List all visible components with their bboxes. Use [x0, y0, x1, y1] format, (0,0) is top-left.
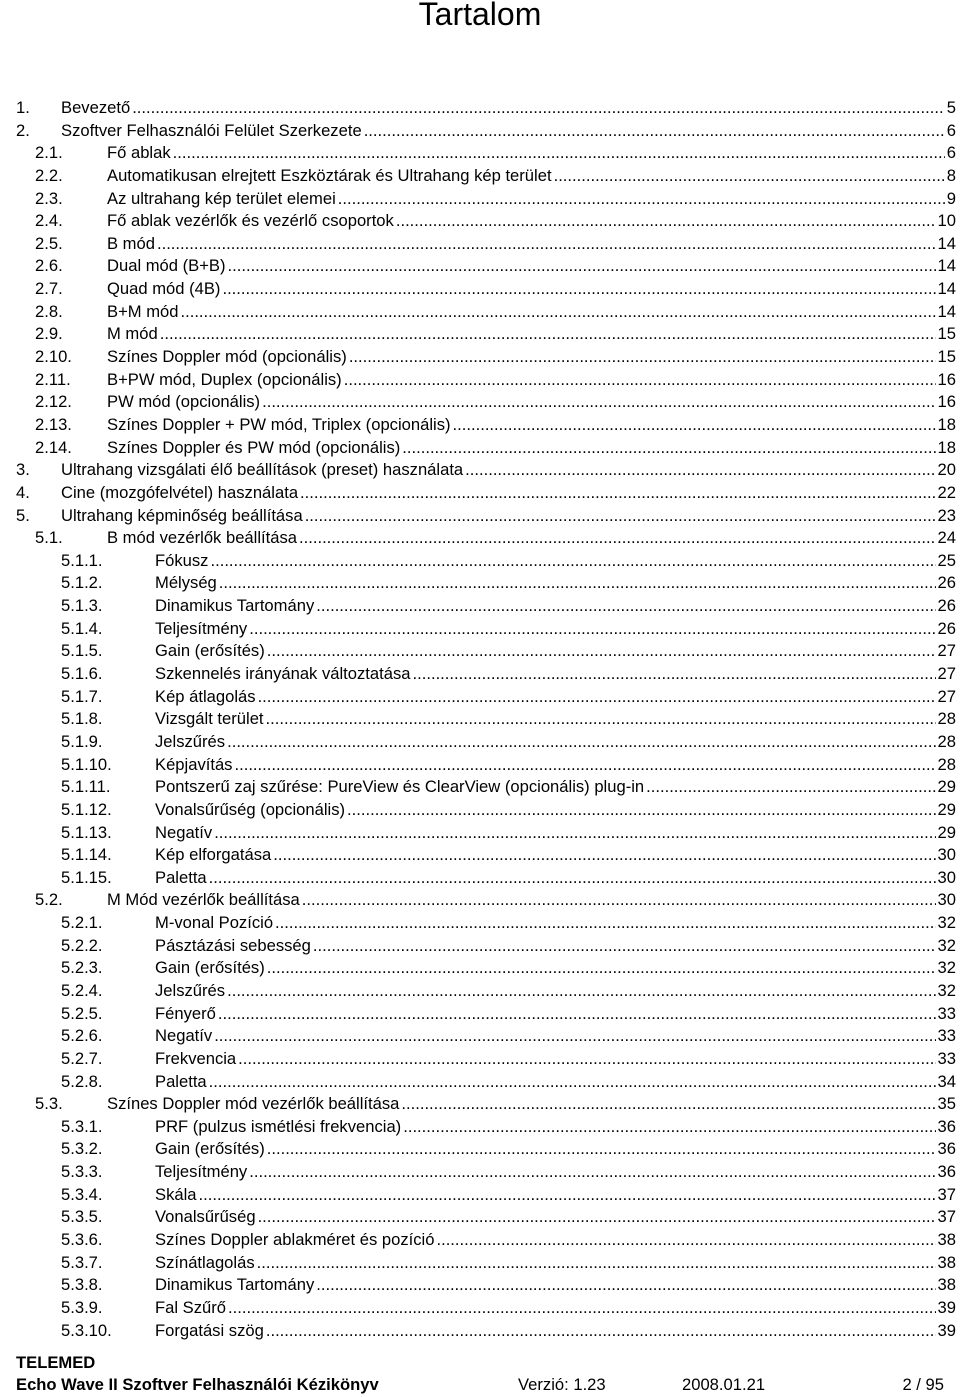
toc-entry-number: 5.3.4.: [61, 1184, 103, 1204]
footer-date: 2008.01.21: [682, 1375, 766, 1394]
toc-entry-number: 5.1.3.: [61, 596, 103, 616]
toc-entry-number: 2.7.: [35, 279, 63, 299]
toc-entry-page: 15: [937, 324, 956, 344]
toc-entry-page: 27: [937, 686, 956, 706]
toc-entry[interactable]: [0, 1274, 960, 1297]
toc-entry[interactable]: [0, 369, 960, 392]
toc-entry-number: 5.3.10.: [61, 1320, 112, 1340]
toc-entry-title: B+PW mód, Duplex (opcionális): [107, 369, 342, 389]
toc-entry-title: Teljesítmény: [155, 618, 248, 638]
toc-entry[interactable]: [0, 346, 960, 369]
toc-entry-title: Gain (erősítés): [155, 1139, 265, 1159]
toc-entry[interactable]: [0, 754, 960, 777]
toc-entry-page: 14: [937, 256, 956, 276]
toc-entry-number: 5.1.13.: [61, 822, 112, 842]
toc-entry-title: Az ultrahang kép terület elemei: [107, 188, 336, 208]
toc-entry-number: 5.2.4.: [61, 980, 103, 1000]
toc-entry[interactable]: [0, 233, 960, 256]
toc-leader-dots: [249, 1161, 935, 1184]
toc-entry[interactable]: [0, 889, 960, 912]
toc-entry-number: 5.3.5.: [61, 1207, 103, 1227]
toc-entry-title: Fényerő: [155, 1003, 216, 1023]
toc-leader-dots: [262, 391, 935, 414]
toc-entry-page: 10: [937, 211, 956, 231]
footer-page-number: 2 / 95: [902, 1375, 944, 1394]
toc-leader-dots: [173, 142, 945, 165]
toc-entry-title: Színes Doppler mód vezérlők beállítása: [107, 1094, 400, 1114]
toc-entry-title: Kép elforgatása: [155, 845, 272, 865]
toc-entry-page: 29: [937, 799, 956, 819]
toc-entry-title: Színes Doppler és PW mód (opcionális): [107, 437, 401, 457]
toc-entry-number: 5.2.6.: [61, 1026, 103, 1046]
toc-entry-title: Teljesítmény: [155, 1162, 248, 1182]
toc-entry-page: 23: [937, 505, 956, 525]
toc-entry-number: 2.2.: [35, 165, 63, 185]
toc-entry-title: Kép átlagolás: [155, 686, 256, 706]
toc-entry[interactable]: [0, 278, 960, 301]
toc-entry-number: 5.1.9.: [61, 731, 103, 751]
toc-entry[interactable]: [0, 595, 960, 618]
toc-entry-title: Dinamikus Tartomány: [155, 1275, 315, 1295]
toc-leader-dots: [364, 120, 945, 143]
toc-entry-page: 36: [937, 1139, 956, 1159]
footer-version: Verzió: 1.23: [518, 1375, 606, 1394]
toc-entry-number: 2.10.: [35, 347, 72, 367]
toc-entry-page: 30: [937, 890, 956, 910]
toc-entry-page: 5: [946, 98, 956, 117]
toc-leader-dots: [402, 437, 935, 460]
toc-leader-dots: [227, 731, 935, 754]
toc-leader-dots: [267, 640, 936, 663]
toc-entry-title: Negatív: [155, 1026, 213, 1046]
toc-entry-number: 5.1.7.: [61, 686, 103, 706]
toc-entry-number: 1.: [16, 98, 30, 117]
page-title: Tartalom: [418, 0, 542, 32]
toc-entry-page: 30: [937, 867, 956, 887]
toc-entry[interactable]: [0, 550, 960, 573]
toc-entry-title: Ultrahang vizsgálati élő beállítások (preset) használata: [61, 460, 464, 480]
toc-entry[interactable]: [0, 459, 960, 482]
toc-entry-title: Frekvencia: [155, 1048, 237, 1068]
toc-leader-dots: [316, 595, 935, 618]
toc-entry-number: 5.1.6.: [61, 664, 103, 684]
toc-leader-dots: [275, 912, 935, 935]
toc-entry-title: M-vonal Pozíció: [155, 913, 274, 933]
toc-entry-page: 35: [937, 1094, 956, 1114]
toc-leader-dots: [646, 776, 935, 799]
toc-leader-dots: [465, 459, 935, 482]
toc-entry-number: 5.1.2.: [61, 573, 103, 593]
toc-entry[interactable]: [0, 323, 960, 346]
toc-entry-title: Szoftver Felhasználói Felület Szerkezete: [61, 120, 362, 140]
toc-entry-number: 5.1.4.: [61, 618, 103, 638]
toc-entry-number: 5.3.6.: [61, 1230, 103, 1250]
toc-entry[interactable]: [0, 844, 960, 867]
toc-entry[interactable]: [0, 97, 960, 120]
toc-entry-page: 38: [937, 1275, 956, 1295]
toc-entry-page: 37: [937, 1184, 956, 1204]
toc-entry[interactable]: [0, 1025, 960, 1048]
toc-entry-title: Vonalsűrűség (opcionális): [155, 799, 346, 819]
toc-entry-number: 4.: [16, 482, 30, 502]
toc-entry-number: 2.12.: [35, 392, 72, 412]
toc-leader-dots: [436, 1229, 935, 1252]
toc-entry[interactable]: [0, 1048, 960, 1071]
toc-entry[interactable]: [0, 120, 960, 143]
toc-entry[interactable]: [0, 391, 960, 414]
toc-leader-dots: [302, 889, 936, 912]
toc-entry[interactable]: [0, 980, 960, 1003]
toc-entry[interactable]: [0, 731, 960, 754]
toc-entry-title: Színátlagolás: [155, 1252, 255, 1272]
toc-entry[interactable]: [0, 255, 960, 278]
toc-entry[interactable]: [0, 867, 960, 890]
toc-entry-number: 5.3.: [35, 1094, 63, 1114]
toc-leader-dots: [214, 1025, 935, 1048]
page-footer: [16, 1351, 944, 1397]
toc-entry[interactable]: [0, 1003, 960, 1026]
toc-entry-page: 27: [937, 641, 956, 661]
toc-entry-title: Bevezető: [61, 98, 131, 117]
toc-entry-number: 2.6.: [35, 256, 63, 276]
toc-entry[interactable]: [0, 799, 960, 822]
table-of-contents: [0, 97, 960, 1342]
toc-entry-title: Negatív: [155, 822, 213, 842]
toc-entry-page: 9: [946, 188, 956, 208]
toc-leader-dots: [214, 822, 935, 845]
toc-leader-dots: [228, 255, 936, 278]
toc-entry[interactable]: [0, 663, 960, 686]
toc-entry-number: 5.1.: [35, 528, 63, 548]
toc-entry-number: 2.8.: [35, 301, 63, 321]
toc-entry-number: 5.3.7.: [61, 1252, 103, 1272]
toc-leader-dots: [403, 1116, 935, 1139]
toc-entry-page: 27: [937, 664, 956, 684]
toc-entry-number: 5.2.: [35, 890, 63, 910]
toc-entry-title: Paletta: [155, 1071, 207, 1091]
toc-entry[interactable]: [0, 505, 960, 528]
toc-entry-title: Gain (erősítés): [155, 958, 265, 978]
toc-entry[interactable]: [0, 1229, 960, 1252]
toc-leader-dots: [222, 278, 935, 301]
toc-entry-number: 2.14.: [35, 437, 72, 457]
toc-entry-page: 14: [937, 279, 956, 299]
toc-entry-page: 24: [937, 528, 956, 548]
toc-entry-number: 5.1.10.: [61, 754, 112, 774]
toc-leader-dots: [554, 165, 945, 188]
toc-entry-page: 39: [937, 1320, 956, 1340]
toc-entry-title: Vonalsűrűség: [155, 1207, 256, 1227]
toc-leader-dots: [344, 369, 936, 392]
toc-entry-number: 2.: [16, 120, 30, 140]
toc-entry-title: Mélység: [155, 573, 217, 593]
toc-entry-page: 29: [937, 822, 956, 842]
toc-entry-page: 18: [937, 437, 956, 457]
toc-entry-title: Jelszűrés: [155, 980, 226, 1000]
toc-entry-number: 5.2.8.: [61, 1071, 103, 1091]
toc-entry-title: Színes Doppler mód (opcionális): [107, 347, 347, 367]
toc-entry-page: 14: [937, 301, 956, 321]
toc-entry-page: 32: [937, 958, 956, 978]
toc-entry-title: Pontszerű zaj szűrése: PureView és ClearView (opcionális) plug-in: [155, 777, 645, 797]
toc-entry-number: 2.13.: [35, 414, 72, 434]
toc-entry-title: Szkennelés irányának változtatása: [155, 664, 411, 684]
toc-entry-page: 22: [937, 482, 956, 502]
toc-entry[interactable]: [0, 1138, 960, 1161]
toc-entry-page: 33: [937, 1048, 956, 1068]
toc-entry-title: Pásztázási sebesség: [155, 935, 311, 955]
toc-entry-page: 33: [937, 1003, 956, 1023]
toc-leader-dots: [210, 550, 935, 573]
toc-entry-page: 15: [937, 347, 956, 367]
toc-entry[interactable]: [0, 1093, 960, 1116]
toc-entry-number: 2.3.: [35, 188, 63, 208]
toc-leader-dots: [313, 935, 936, 958]
toc-leader-dots: [305, 505, 936, 528]
toc-entry-page: 28: [937, 731, 956, 751]
toc-leader-dots: [401, 1093, 935, 1116]
toc-leader-dots: [157, 233, 936, 256]
toc-entry[interactable]: [0, 437, 960, 460]
toc-entry-title: Cine (mozgófelvétel) használata: [61, 482, 299, 502]
toc-entry-page: 8: [946, 165, 956, 185]
toc-entry-number: 5.2.1.: [61, 913, 103, 933]
toc-entry-page: 39: [937, 1297, 956, 1317]
toc-entry-page: 32: [937, 935, 956, 955]
toc-entry-title: Színes Doppler ablakméret és pozíció: [155, 1230, 435, 1250]
toc-entry-number: 5.1.1.: [61, 550, 103, 570]
toc-entry-number: 5.3.1.: [61, 1116, 103, 1136]
toc-entry-page: 28: [937, 709, 956, 729]
toc-entry-page: 32: [937, 913, 956, 933]
toc-leader-dots: [209, 867, 936, 890]
toc-entry-page: 14: [937, 233, 956, 253]
toc-entry[interactable]: [0, 301, 960, 324]
toc-entry[interactable]: [0, 1184, 960, 1207]
toc-entry[interactable]: [0, 482, 960, 505]
toc-entry-number: 5.3.3.: [61, 1162, 103, 1182]
toc-entry-page: 26: [937, 596, 956, 616]
toc-entry-page: 32: [937, 980, 956, 1000]
toc-entry-title: Paletta: [155, 867, 207, 887]
toc-entry[interactable]: [0, 527, 960, 550]
toc-leader-dots: [258, 1206, 936, 1229]
toc-leader-dots: [299, 527, 936, 550]
toc-entry-number: 5.1.8.: [61, 709, 103, 729]
toc-entry-title: Vizsgált terület: [155, 709, 264, 729]
toc-entry-number: 5.2.5.: [61, 1003, 103, 1023]
toc-entry[interactable]: [0, 640, 960, 663]
toc-entry-title: Gain (erősítés): [155, 641, 265, 661]
toc-leader-dots: [316, 1274, 935, 1297]
toc-leader-dots: [258, 686, 936, 709]
toc-leader-dots: [160, 323, 936, 346]
toc-entry[interactable]: [0, 1320, 960, 1343]
toc-entry-page: 37: [937, 1207, 956, 1227]
toc-entry-title: Skála: [155, 1184, 197, 1204]
toc-entry-number: 5.2.2.: [61, 935, 103, 955]
toc-entry-page: 36: [937, 1162, 956, 1182]
toc-entry[interactable]: [0, 1071, 960, 1094]
toc-leader-dots: [257, 1252, 936, 1275]
toc-leader-dots: [273, 844, 935, 867]
toc-leader-dots: [219, 572, 936, 595]
toc-entry-title: M mód: [107, 324, 158, 344]
toc-leader-dots: [413, 663, 936, 686]
toc-entry-number: 3.: [16, 460, 30, 480]
toc-entry[interactable]: [0, 957, 960, 980]
toc-entry[interactable]: [0, 1252, 960, 1275]
toc-entry[interactable]: [0, 210, 960, 233]
toc-leader-dots: [267, 957, 936, 980]
toc-entry-page: 28: [937, 754, 956, 774]
toc-entry-page: 38: [937, 1230, 956, 1250]
toc-leader-dots: [218, 1003, 936, 1026]
toc-entry[interactable]: [0, 572, 960, 595]
toc-entry-page: 29: [937, 777, 956, 797]
toc-entry-title: Színes Doppler + PW mód, Triplex (opcionális): [107, 414, 451, 434]
toc-entry-page: 26: [937, 573, 956, 593]
toc-leader-dots: [266, 1320, 936, 1343]
toc-entry-number: 5.1.14.: [61, 845, 112, 865]
toc-entry[interactable]: [0, 935, 960, 958]
toc-entry-title: Ultrahang képminőség beállítása: [61, 505, 303, 525]
toc-leader-dots: [227, 980, 935, 1003]
toc-entry-number: 5.3.9.: [61, 1297, 103, 1317]
toc-entry-title: B mód vezérlők beállítása: [107, 528, 298, 548]
toc-entry-number: 5.1.11.: [61, 777, 111, 797]
toc-entry-title: Dual mód (B+B): [107, 256, 226, 276]
toc-leader-dots: [453, 414, 936, 437]
toc-entry-page: 18: [937, 414, 956, 434]
toc-entry[interactable]: [0, 618, 960, 641]
toc-leader-dots: [396, 210, 936, 233]
toc-entry-number: 2.9.: [35, 324, 63, 344]
toc-entry-number: 5.2.3.: [61, 958, 103, 978]
toc-entry-number: 2.11.: [35, 369, 71, 389]
toc-entry-page: 33: [937, 1026, 956, 1046]
toc-entry-number: 5.3.8.: [61, 1275, 103, 1295]
toc-leader-dots: [132, 97, 945, 120]
toc-entry-title: Fókusz: [155, 550, 209, 570]
toc-entry[interactable]: [0, 1161, 960, 1184]
toc-leader-dots: [249, 618, 935, 641]
toc-entry-title: Fal Szűrő: [155, 1297, 227, 1317]
toc-entry-page: 26: [937, 618, 956, 638]
toc-entry-number: 5.: [16, 505, 30, 525]
toc-entry[interactable]: [0, 414, 960, 437]
toc-entry-number: 5.3.2.: [61, 1139, 103, 1159]
toc-entry[interactable]: [0, 188, 960, 211]
toc-entry[interactable]: [0, 1206, 960, 1229]
toc-entry-page: 34: [937, 1071, 956, 1091]
toc-leader-dots: [266, 708, 936, 731]
toc-entry-title: Forgatási szög: [155, 1320, 264, 1340]
toc-entry-number: 2.4.: [35, 211, 63, 231]
toc-leader-dots: [238, 1048, 935, 1071]
toc-entry-title: B+M mód: [107, 301, 179, 321]
toc-leader-dots: [267, 1138, 936, 1161]
toc-leader-dots: [180, 301, 935, 324]
toc-entry[interactable]: [0, 686, 960, 709]
toc-entry[interactable]: [0, 776, 960, 799]
toc-entry-title: B mód: [107, 233, 155, 253]
toc-entry-number: 5.1.5.: [61, 641, 103, 661]
toc-entry-title: Fő ablak vezérlők és vezérlő csoportok: [107, 211, 394, 231]
toc-entry[interactable]: [0, 165, 960, 188]
toc-entry-number: 2.5.: [35, 233, 63, 253]
toc-entry-number: 5.2.7.: [61, 1048, 103, 1068]
toc-entry[interactable]: [0, 912, 960, 935]
toc-entry-title: Képjavítás: [155, 754, 233, 774]
toc-entry-page: 25: [937, 550, 956, 570]
footer-brand: TELEMED: [16, 1353, 96, 1372]
toc-leader-dots: [338, 188, 945, 211]
toc-entry-title: Dinamikus Tartomány: [155, 596, 315, 616]
toc-entry-title: M Mód vezérlők beállítása: [107, 890, 300, 910]
toc-entry-page: 6: [946, 143, 956, 163]
toc-entry-page: 16: [937, 392, 956, 412]
toc-entry-page: 36: [937, 1116, 956, 1136]
toc-entry-page: 20: [937, 460, 956, 480]
toc-entry-title: Jelszűrés: [155, 731, 226, 751]
toc-entry-number: 2.1.: [35, 143, 63, 163]
toc-entry-number: 5.1.15.: [61, 867, 112, 887]
toc-entry[interactable]: [0, 142, 960, 165]
toc-leader-dots: [199, 1184, 936, 1207]
toc-leader-dots: [209, 1071, 936, 1094]
toc-entry-page: 16: [937, 369, 956, 389]
toc-entry-page: 38: [937, 1252, 956, 1272]
toc-entry[interactable]: [0, 822, 960, 845]
toc-entry-page: 6: [946, 120, 956, 140]
toc-leader-dots: [300, 482, 935, 505]
toc-entry-title: Fő ablak: [107, 143, 171, 163]
toc-entry[interactable]: [0, 1116, 960, 1139]
toc-leader-dots: [349, 346, 936, 369]
toc-leader-dots: [234, 754, 935, 777]
toc-entry-title: PRF (pulzus ismétlési frekvencia): [155, 1116, 402, 1136]
toc-entry-number: 5.1.12.: [61, 799, 112, 819]
toc-entry[interactable]: [0, 1297, 960, 1320]
toc-entry-title: Quad mód (4B): [107, 279, 221, 299]
toc-entry-title: PW mód (opcionális): [107, 392, 261, 412]
toc-leader-dots: [347, 799, 936, 822]
toc-entry-page: 30: [937, 845, 956, 865]
footer-document-title: Echo Wave II Szoftver Felhasználói Kézikönyv: [16, 1375, 379, 1394]
toc-entry-title: Automatikusan elrejtett Eszköztárak és Ultrahang kép terület: [107, 165, 552, 185]
toc-entry[interactable]: [0, 708, 960, 731]
toc-leader-dots: [228, 1297, 936, 1320]
